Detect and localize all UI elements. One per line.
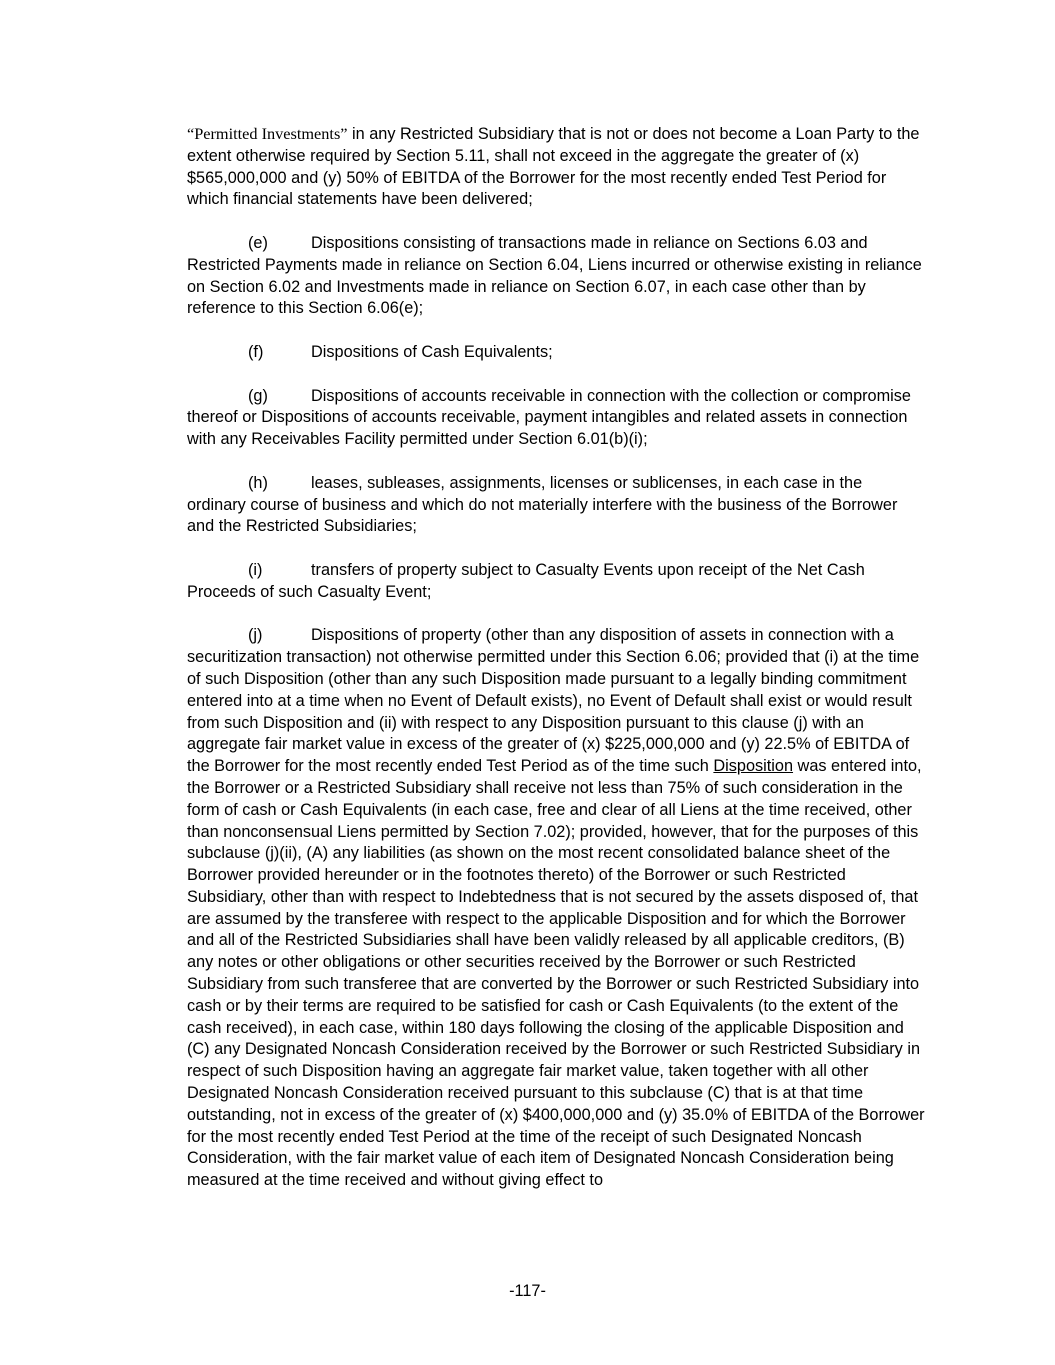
clause-e-label: (e) <box>248 233 268 252</box>
document-body <box>187 123 925 1214</box>
clause-e-text: Dispositions consisting of transactions made in reliance on Sections 6.03 and Restricted Payments made in reliance on Section 6.04, Liens incurred or otherwise existing in reliance on Section 6.02 and Investments made in reliance on Section 6.07, in each case other than by reference to this Section 6.06(e); <box>187 233 922 318</box>
clause-h <box>187 473 925 538</box>
clause-j-label: (j) <box>248 626 263 645</box>
clause-g-text: Dispositions of accounts receivable in connection with the collection or compromise thereof or Dispositions of accounts receivable, payment intangibles and related assets in connection with any Receivables Facility permitted under Section 6.01(b)(i); <box>187 386 911 449</box>
defined-term-permitted-investments: “Permitted Investments” <box>187 124 348 143</box>
clause-h-label: (h) <box>248 473 268 492</box>
clause-i <box>187 560 925 604</box>
clause-f-text: Dispositions of Cash Equivalents; <box>311 342 553 361</box>
clause-j-text-before: Dispositions of property (other than any disposition of assets in connection with a securitization transaction) not otherwise permitted under this Section 6.06; provided that (i) at the time of such Disposition (other than any such Disposition made pursuant to a legally binding commitment entered into at a time when no Event of Default exists), no Event of Default shall exist or would result from such Disposition and (ii) with respect to any Disposition pursuant to this clause (j) with an aggregate fair market value in excess of the greater of (x) $225,000,000 and (y) 22.5% of EBITDA of the Borrower for the most recently ended Test Period as of the time such <box>187 626 920 776</box>
clause-j <box>187 625 925 1192</box>
clause-f <box>187 342 925 364</box>
clause-f-label: (f) <box>248 342 264 361</box>
clause-g-label: (g) <box>248 386 268 405</box>
clause-i-label: (i) <box>248 560 263 579</box>
intro-text: in any Restricted Subsidiary that is not or does not become a Loan Party to the extent otherwise required by Section 5.11, shall not exceed in the aggregate the greater of (x) $565,000,000 and (y) 50% of EBITDA of the Borrower for the most recently ended Test Period for which financial statements have been delivered; <box>187 125 920 209</box>
clause-g <box>187 386 925 451</box>
intro-paragraph <box>187 123 925 211</box>
page-number: -117- <box>509 1282 546 1300</box>
clause-j-text-after: was entered into, the Borrower or a Restricted Subsidiary shall receive not less than 75% of such consideration in the form of cash or Cash Equivalents (in each case, free and clear of all Liens at the time received, other than nonconsensual Liens permitted by Section 7.02); provided, however, that for the purposes of this subclause (j)(ii), (A) any liabilities (as shown on the most recent consolidated balance sheet of the Borrower provided hereunder or in the footnotes thereto) of the Borrower or such Restricted Subsidiary, other than with respect to Indebtedness that is not secured by the assets disposed of, that are assumed by the transferee with respect to the applicable Disposition and for which the Borrower and all of the Restricted Subsidiaries shall have been validly released by all applicable creditors, (B) any notes or other obligations or other securities received by the Borrower or such Restricted Subsidiary from such transferee that are converted by the Borrower or such Restricted Subsidiary into cash or by their terms are required to be satisfied for cash or Cash Equivalents (to the extent of the cash received), in each case, within 180 days following the closing of the applicable Disposition and (C) any Designated Noncash Consideration received by the Borrower or such Restricted Subsidiary in respect of such Disposition having an aggregate fair market value, taken together with all other Designated Noncash Consideration received pursuant to this subclause (C) that is at that time outstanding, not in excess of the greater of (x) $400,000,000 and (y) 35.0% of EBITDA of the Borrower for the most recently ended Test Period at the time of the receipt of such Designated Noncash Consideration, with the fair market value of each item of Designated Noncash Consideration being measured at the time received and without giving effect to <box>187 757 925 1190</box>
clause-h-text: leases, subleases, assignments, licenses or sublicenses, in each case in the ordinary course of business and which do not materially interfere with the business of the Borrower and the Restricted Subsidiaries; <box>187 473 898 536</box>
clause-i-text: transfers of property subject to Casualty Events upon receipt of the Net Cash Proceeds of such Casualty Event; <box>187 560 865 601</box>
clause-j-underlined-term: Disposition <box>713 757 794 776</box>
clause-e <box>187 233 925 320</box>
